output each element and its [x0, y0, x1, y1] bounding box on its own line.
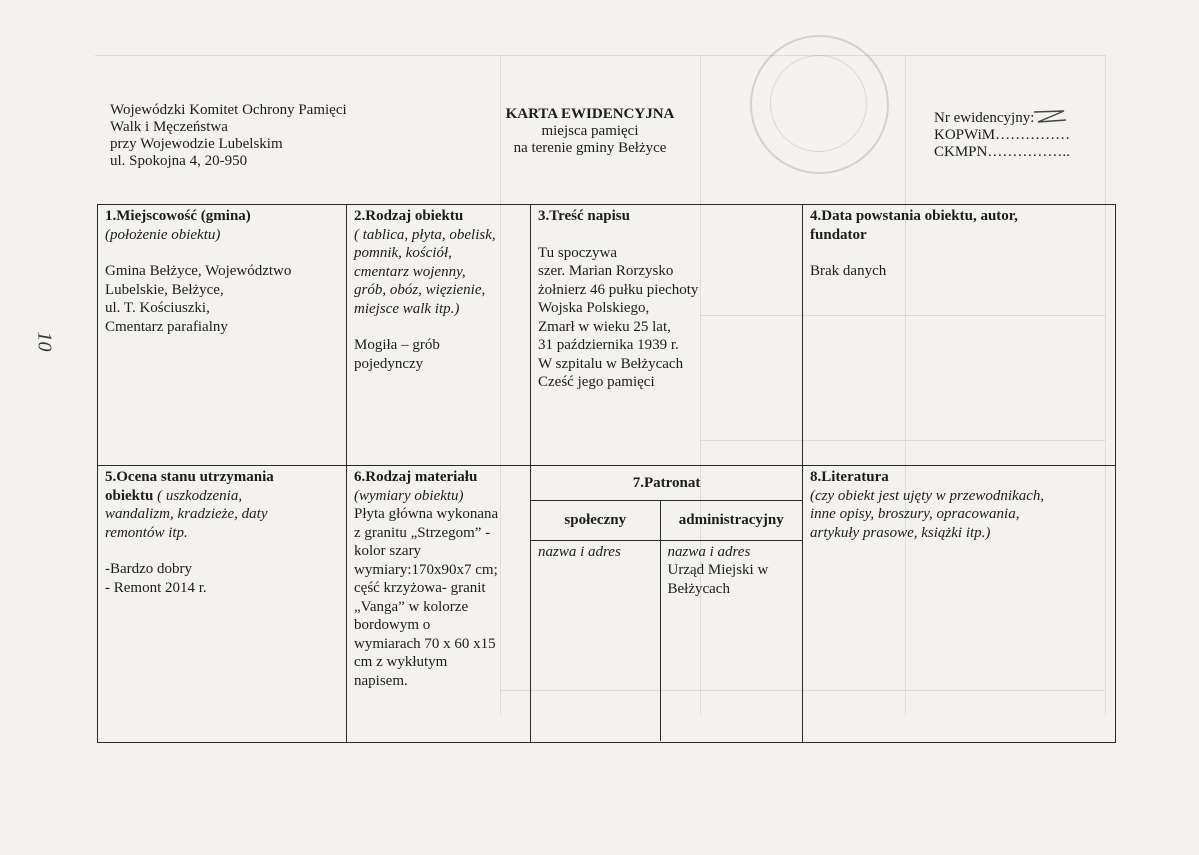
header-card-title [480, 106, 700, 157]
cell-literature [803, 466, 1116, 743]
handwritten-checkmark [1030, 108, 1070, 124]
cell-title: 2.Rodzaj obiektu [354, 208, 464, 224]
patronage-social-header: społeczny [531, 500, 660, 540]
table-row [98, 205, 1116, 466]
cell-value: Płyta główna wykonana z granitu „Strzegom” - kolor szary wymiary:170x90x7 cm; cęść krzyżowa- granit „Vanga” w kolorze bordowym o wymiarach 70 x 60 x15 cm z wykłutym napisem. [354, 506, 499, 689]
cell-material [347, 466, 531, 743]
cell-value: -Bardzo dobry - Remont 2014 r. [105, 561, 207, 596]
cell-creation-date [803, 205, 1116, 466]
cell-value: Urząd Miejski w Bełżycach [667, 562, 769, 597]
cell-hint: nazwa i adres [538, 543, 621, 560]
stamp-impression-inner [770, 55, 867, 152]
registration-number-label: Nr ewidencyjny: [934, 110, 1035, 126]
cell-hint: (położenie obiektu) [105, 226, 221, 243]
margin-handwritten-note: 10 [33, 331, 56, 352]
header-organization [110, 102, 347, 170]
kopwim-number: KOPWiM…………… [934, 127, 1071, 143]
cell-hint: (czy obiekt jest ujęty w przewodnikach, inne opisy, broszury, opracowania, artykuły prasowe, książki itp.) [810, 487, 1045, 541]
org-line: Wojewódzki Komitet Ochrony Pamięci [110, 102, 347, 118]
cell-object-type [347, 205, 531, 466]
cell-title: 5.Ocena stanu utrzymania obiektu [105, 469, 274, 504]
cell-value: Brak danych [810, 263, 887, 279]
cell-title: 3.Treść napisu [538, 208, 630, 224]
cell-hint: nazwa i adres [667, 543, 751, 560]
cell-condition [98, 466, 347, 743]
patronage-admin-cell [660, 540, 802, 741]
cell-inscription [531, 205, 803, 466]
org-line: Walk i Męczeństwa [110, 119, 228, 135]
registration-card-table [97, 204, 1116, 743]
patronage-social-cell [531, 540, 660, 741]
cell-title: 4.Data powstania obiektu, autor, fundator [810, 208, 1018, 243]
patronage-admin-header: administracyjny [660, 500, 802, 540]
cell-hint: (wymiary obiektu) [354, 487, 464, 504]
patronage-title: 7.Patronat [531, 466, 802, 500]
patronage-subtable [531, 466, 802, 741]
card-subtitle: miejsca pamięci [541, 123, 639, 139]
cell-value: Mogiła – grób pojedynczy [354, 337, 440, 372]
cell-value: Gmina Bełżyce, Województwo Lubelskie, Bełżyce, ul. T. Kościuszki, Cmentarz parafialny [105, 263, 292, 335]
org-line: przy Wojewodzie Lubelskim [110, 136, 283, 152]
cell-location [98, 205, 347, 466]
table-row [98, 466, 1116, 743]
card-subtitle-gmina: na terenie gminy Bełżyce [513, 140, 667, 156]
cell-title: 1.Miejscowość (gmina) [105, 208, 251, 224]
cell-patronage [531, 466, 803, 743]
cell-hint: ( tablica, płyta, obelisk, pomnik, kościół, cmentarz wojenny, grób, obóz, więzienie, miejsce walk itp.) [354, 226, 496, 317]
org-line: ul. Spokojna 4, 20-950 [110, 153, 248, 169]
bleed-line [95, 55, 1105, 56]
cell-title: 8.Literatura [810, 469, 889, 485]
card-title: KARTA EWIDENCYJNA [505, 106, 675, 122]
cell-title: 6.Rodzaj materiału [354, 469, 478, 485]
cell-hint: ( uszkodzenia, wandalizm, kradzieże, daty remontów itp. [105, 487, 268, 541]
cell-value: Tu spoczywa szer. Marian Rorzysko żołnierz 46 pułku piechoty Wojska Polskiego, Zmarł w wieku 25 lat, 31 października 1939 r. W szpitalu w Bełżycach Cześć jego pamięci [538, 244, 699, 390]
ckmpn-number: CKMPN…………….. [934, 144, 1070, 160]
